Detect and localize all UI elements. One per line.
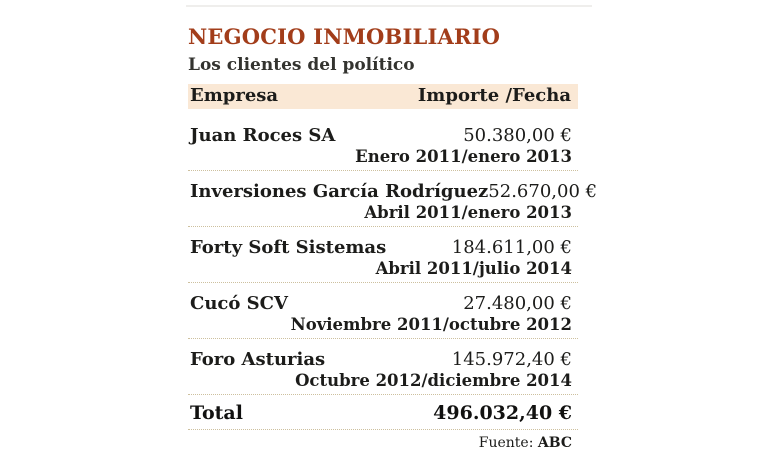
- table-row: [188, 227, 578, 283]
- total-label: Total: [190, 402, 243, 424]
- date-range: Enero 2011/enero 2013: [355, 147, 572, 166]
- amount-value: 184.611,00 €: [451, 237, 572, 258]
- date-range: Abril 2011/julio 2014: [375, 259, 572, 278]
- page-title: NEGOCIO INMOBILIARIO: [188, 24, 501, 49]
- real-estate-clients-table: [188, 0, 598, 451]
- date-range: Noviembre 2011/octubre 2012: [290, 315, 572, 334]
- source-attribution: [188, 435, 578, 451]
- company-name: Cucó SCV: [190, 293, 288, 314]
- table-row: [188, 171, 598, 227]
- table-row: [188, 283, 578, 339]
- total-value: 496.032,40 €: [433, 402, 572, 424]
- table-header-row: [188, 84, 578, 109]
- company-name: Juan Roces SA: [190, 125, 336, 146]
- company-name: Foro Asturias: [190, 349, 326, 370]
- date-range: Abril 2011/enero 2013: [364, 203, 572, 222]
- date-range: Octubre 2012/diciembre 2014: [295, 371, 572, 390]
- company-name: Forty Soft Sistemas: [190, 237, 387, 258]
- total-row: [188, 395, 578, 430]
- table-row: [188, 109, 578, 171]
- source-value: ABC: [537, 435, 572, 451]
- column-header-empresa: Empresa: [190, 85, 279, 106]
- column-header-importe-fecha: Importe /Fecha: [417, 85, 571, 106]
- source-label: Fuente:: [478, 435, 534, 451]
- amount-value: 52.670,00 €: [488, 181, 598, 202]
- amount-value: 27.480,00 €: [463, 293, 572, 314]
- company-name: Inversiones García Rodríguez: [190, 181, 489, 202]
- page-subtitle: Los clientes del político: [188, 55, 415, 75]
- table-row: [188, 339, 578, 395]
- amount-value: 50.380,00 €: [463, 125, 572, 146]
- amount-value: 145.972,40 €: [451, 349, 572, 370]
